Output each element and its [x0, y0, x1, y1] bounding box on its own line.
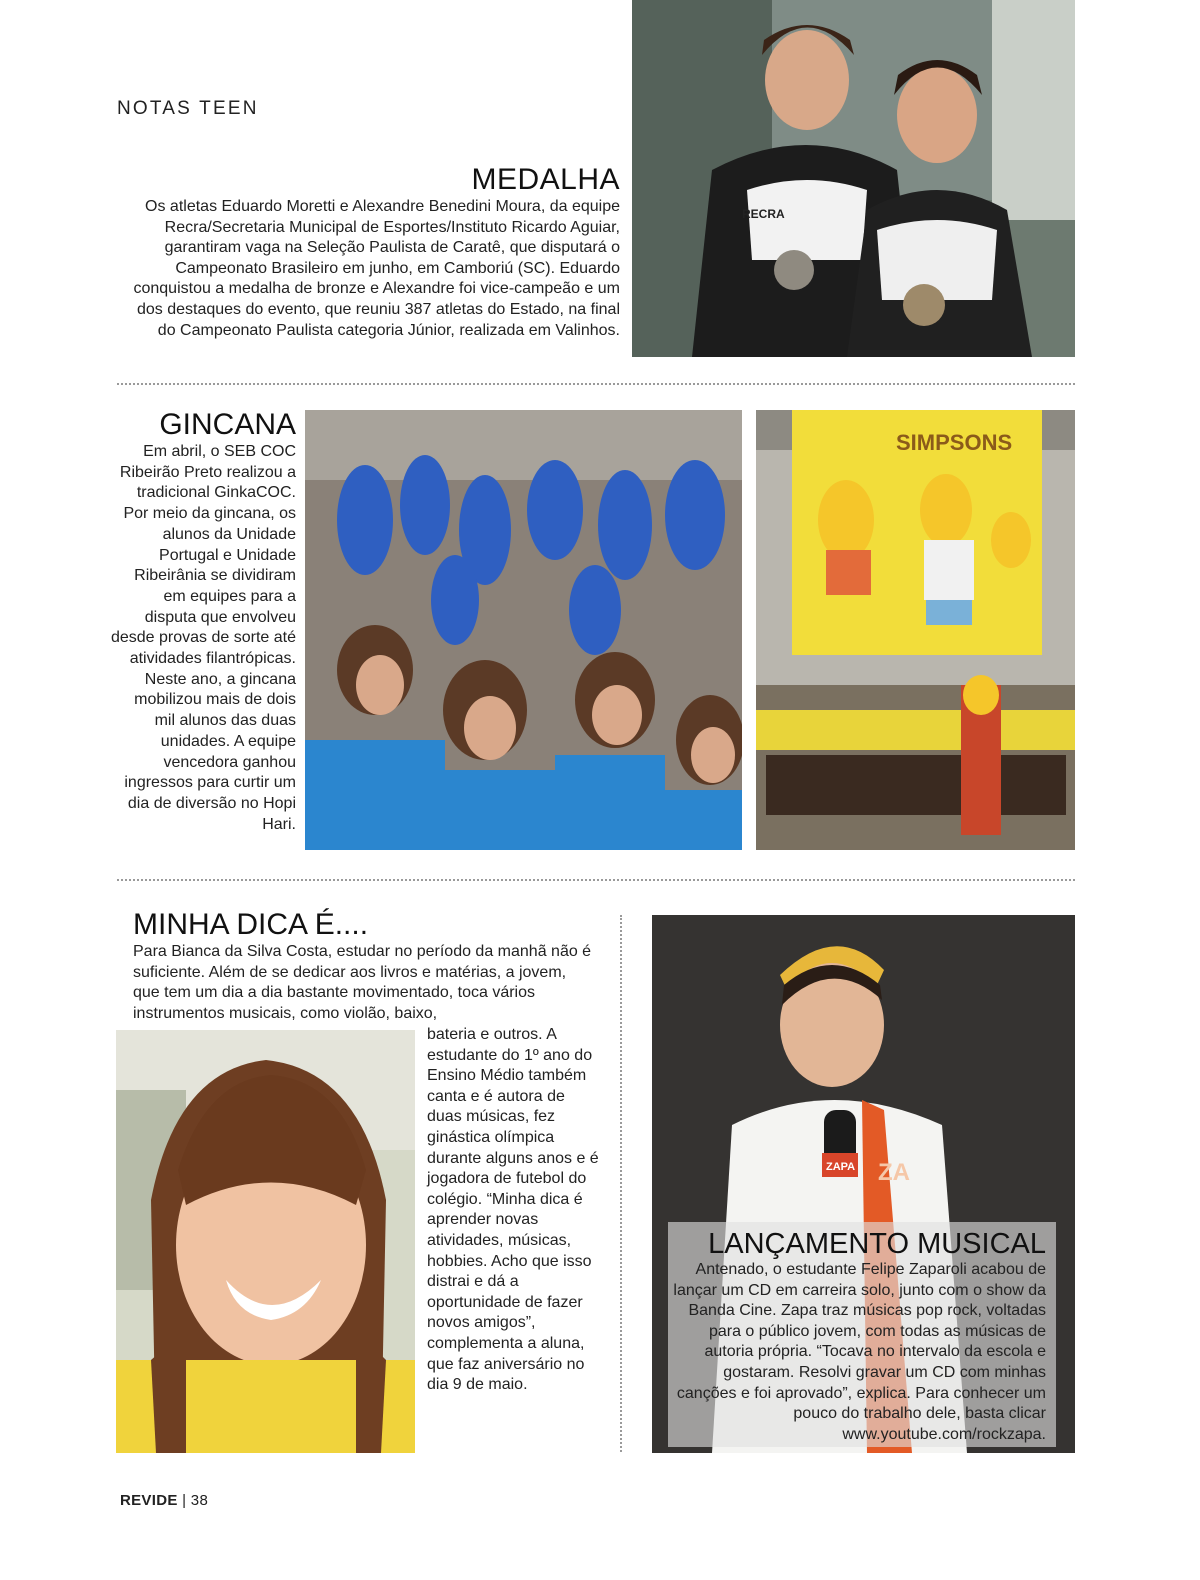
dica-side-text: bateria e outros. A estudante do 1º ano do Ensino Médio também canta e é autora de duas músicas, fez ginástica olímpica durante alguns anos e é jogadora de futebol do colégio. “Minha dica é aprender novas atividades, músicas, hobbies. Acho que isso distrai e dá a oportunidade de fazer novos amigos”, complementa a aluna, que faz aniversário no dia 9 de maio.	[427, 1026, 599, 1394]
section-divider	[117, 879, 1075, 881]
recra-badge: RECRA	[742, 207, 785, 221]
gincana-simpsons-photo	[756, 410, 1075, 850]
gincana-body: Em abril, o SEB COC Ribeirão Preto realizou a tradicional GinkaCOC. Por meio da gincana, os alunos da Unidade Portugal e Unidade Ribeirânia se dividiram em equipes para a disputa que envolveu desde provas de sorte até atividades filantrópicas. Neste ano, a gincana mobilizou mais de dois mil alunos das duas unidades. A equipe vencedora ganhou ingressos para curtir um dia de diversão no Hopi Hari.	[110, 443, 296, 833]
gincana-title: GINCANA	[159, 408, 296, 441]
page-footer	[120, 1492, 208, 1509]
bianca-photo	[116, 1030, 415, 1453]
simpsons-banner-text: SIMPSONS	[896, 430, 1013, 455]
footer-brand: REVIDE	[120, 1492, 178, 1509]
medalha-title: MEDALHA	[471, 163, 620, 196]
mic-label: ZAPA	[826, 1161, 856, 1173]
lancamento-body: Antenado, o estudante Felipe Zaparoli acabou de lançar um CD em carreira solo, junto com o show da Banda Cine. Zapa traz músicas pop rock, voltadas para o público jovem, com todas as músicas de autoria própria. “Tocava no intervalo da escola e gostaram. Resolvi gravar um CD com minhas canções e foi aprovado”, explica. Para conhecer um pouco do trabalho dele, basta clicar www.youtube.com/rockzapa.	[673, 1261, 1046, 1443]
section-divider	[117, 383, 1075, 385]
dica-title: MINHA DICA É....	[133, 908, 369, 941]
medalha-photo	[632, 0, 1075, 357]
medalha-body: Os atletas Eduardo Moretti e Alexandre Benedini Moura, da equipe Recra/Secretaria Municipal de Esportes/Instituto Ricardo Aguiar, garantiram vaga na Seleção Paulista de Caratê, que disputará o Campeonato Brasileiro em junho, em Camboriú (SC). Eduardo conquistou a medalha de bronze e Alexandre foi vice-campeão e um dos destaques do evento, que reuniu 387 atletas do Estado, na final do Campeonato Paulista categoria Júnior, realizada em Valinhos.	[133, 198, 620, 339]
column-divider	[620, 915, 622, 1452]
section-label: NOTAS TEEN	[117, 98, 259, 119]
tie-text: ZA	[878, 1159, 910, 1186]
lancamento-title: LANÇAMENTO MUSICAL	[708, 1228, 1046, 1260]
page-number: 38	[190, 1492, 209, 1509]
gincana-crowd-photo	[305, 410, 742, 850]
footer-separator: |	[182, 1492, 187, 1509]
dica-intro: Para Bianca da Silva Costa, estudar no período da manhã não é suficiente. Além de se dedicar aos livros e matérias, a jovem, que tem um dia a dia bastante movimentado, toca vários instrumentos musicais, como violão, baixo,	[133, 943, 592, 1022]
